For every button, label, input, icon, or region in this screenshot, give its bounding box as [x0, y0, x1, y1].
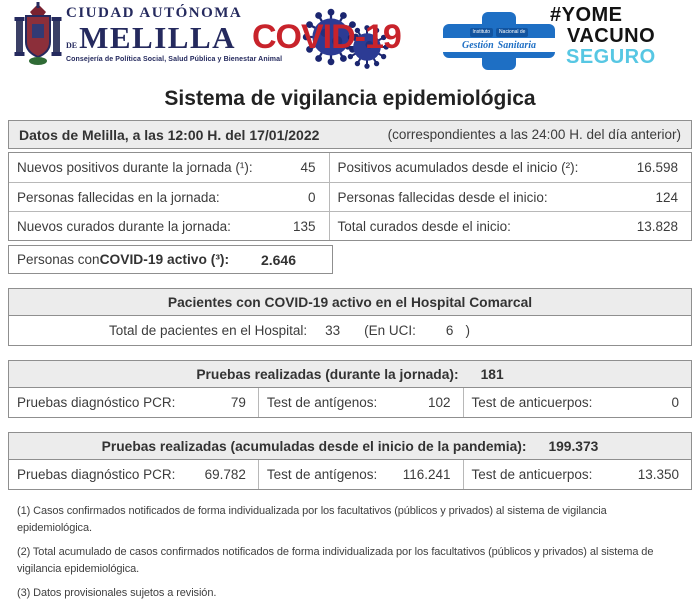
stat-label: Personas fallecidas en la jornada:	[17, 189, 220, 205]
stat-label: Nuevos positivos durante la jornada (¹):	[17, 160, 253, 175]
melilla-coat-of-arms-icon	[13, 2, 63, 73]
stat-label: Total de pacientes en el Hospital:	[109, 323, 308, 338]
stat-value: 6	[445, 323, 454, 338]
table-row	[9, 211, 691, 240]
stat-value: 102	[427, 395, 451, 410]
ingesa-name-text: Gestión	[461, 39, 494, 51]
datos-header-date: Datos de Melilla, a las 12:00 H. del 17/01/2022	[19, 126, 320, 143]
hospital-row	[9, 316, 691, 345]
page-title: Sistema de vigilancia epidemiológica	[164, 87, 536, 110]
table-row	[9, 182, 691, 211]
covid-activo-box	[8, 245, 333, 274]
yomevacuno-line2: VACUNO	[567, 25, 656, 47]
hospital-header: Pacientes con COVID-19 activo en el Hospital Comarcal	[9, 289, 691, 316]
section-total: 181	[480, 366, 504, 382]
ingesa-small-text: Nacional de	[496, 28, 528, 37]
footnotes	[17, 503, 683, 602]
pruebas-jornada-header	[9, 361, 691, 388]
stat-value: 33	[325, 323, 341, 338]
pruebas-acumuladas-box	[8, 432, 692, 490]
pruebas-acumuladas-row	[9, 460, 691, 489]
pruebas-jornada-box	[8, 360, 692, 418]
stat-value: 69.782	[204, 467, 246, 482]
stat-value: 124	[655, 189, 678, 205]
footnote: (3) Datos provisionales sujetos a revisión.	[17, 587, 217, 599]
stat-value: 13.350	[637, 467, 679, 482]
melilla-logo-name: MELILLA	[79, 20, 237, 55]
pruebas-acumuladas-header	[9, 433, 691, 460]
ingesa-name-text: Sanitaria	[497, 39, 537, 51]
yomevacuno-line1: #YOME	[550, 4, 623, 26]
datos-header-note: (correspondientes a las 24:00 H. del día anterior)	[387, 127, 681, 142]
covid19-logo-text: COVID-19	[252, 18, 401, 56]
covid19-logo	[252, 4, 424, 70]
stat-value: 45	[300, 160, 316, 175]
stat-label: Test de anticuerpos:	[471, 467, 593, 482]
section-total: 199.373	[548, 438, 599, 454]
melilla-logo	[66, 5, 282, 63]
melilla-logo-de: DE	[66, 40, 78, 50]
footnote: (1) Casos confirmados notificados de forma individualizada por los facultativos (públicos y privados) al sistema de vigilancia epidemiológica.	[17, 505, 607, 534]
report-body	[0, 120, 700, 602]
section-title: Pruebas realizadas (durante la jornada):	[196, 366, 459, 382]
pruebas-jornada-row	[9, 388, 691, 417]
stat-label: Test de antígenos:	[266, 467, 378, 482]
stat-value: 79	[230, 395, 246, 410]
stat-label: )	[465, 323, 470, 338]
hospital-box	[8, 288, 692, 346]
section-title: Pruebas realizadas (acumuladas desde el inicio de la pandemia):	[101, 438, 527, 454]
stat-label: (En UCI:	[364, 323, 416, 338]
logo-band	[0, 0, 700, 80]
stat-label: Total curados desde el inicio:	[337, 218, 511, 234]
stat-value: 16.598	[636, 160, 678, 175]
stat-label: Pruebas diagnóstico PCR:	[17, 395, 176, 410]
stat-value: 0	[671, 395, 679, 410]
stat-value: 2.646	[260, 251, 296, 268]
stat-value: 0	[308, 189, 316, 205]
stat-label: Test de antígenos:	[266, 395, 378, 410]
stat-value: 13.828	[636, 218, 678, 234]
stat-label-bold: COVID-19 activo (³):	[99, 252, 230, 267]
yomevacuno-line3: SEGURO	[566, 46, 656, 68]
melilla-logo-line1: CIUDAD AUTÓNOMA	[66, 5, 243, 21]
stat-label: Personas fallecidas desde el inicio:	[337, 189, 548, 205]
stat-value: 135	[293, 218, 316, 234]
table-row	[9, 153, 691, 182]
stat-label: Positivos acumulados desde el inicio (²):	[337, 160, 579, 175]
stat-value: 116.241	[402, 467, 451, 482]
datos-header	[8, 120, 692, 149]
melilla-logo-subtitle: Consejería de Política Social, Salud Pública y Bienestar Animal	[66, 55, 283, 63]
yomevacuno-logo	[550, 5, 656, 68]
stat-label: Test de anticuerpos:	[471, 395, 593, 410]
ingesa-small-text: Instituto	[470, 28, 494, 37]
ingesa-logo	[443, 12, 555, 70]
stat-label: Personas con	[17, 252, 100, 267]
datos-table	[8, 152, 692, 241]
stat-label: Nuevos curados durante la jornada:	[17, 218, 231, 234]
footnote: (2) Total acumulado de casos confirmados notificados de forma individualizada por los facultativos (públicos y privados) al sistema de vigilancia epidemiológica.	[17, 546, 654, 575]
stat-label: Pruebas diagnóstico PCR:	[17, 467, 176, 482]
